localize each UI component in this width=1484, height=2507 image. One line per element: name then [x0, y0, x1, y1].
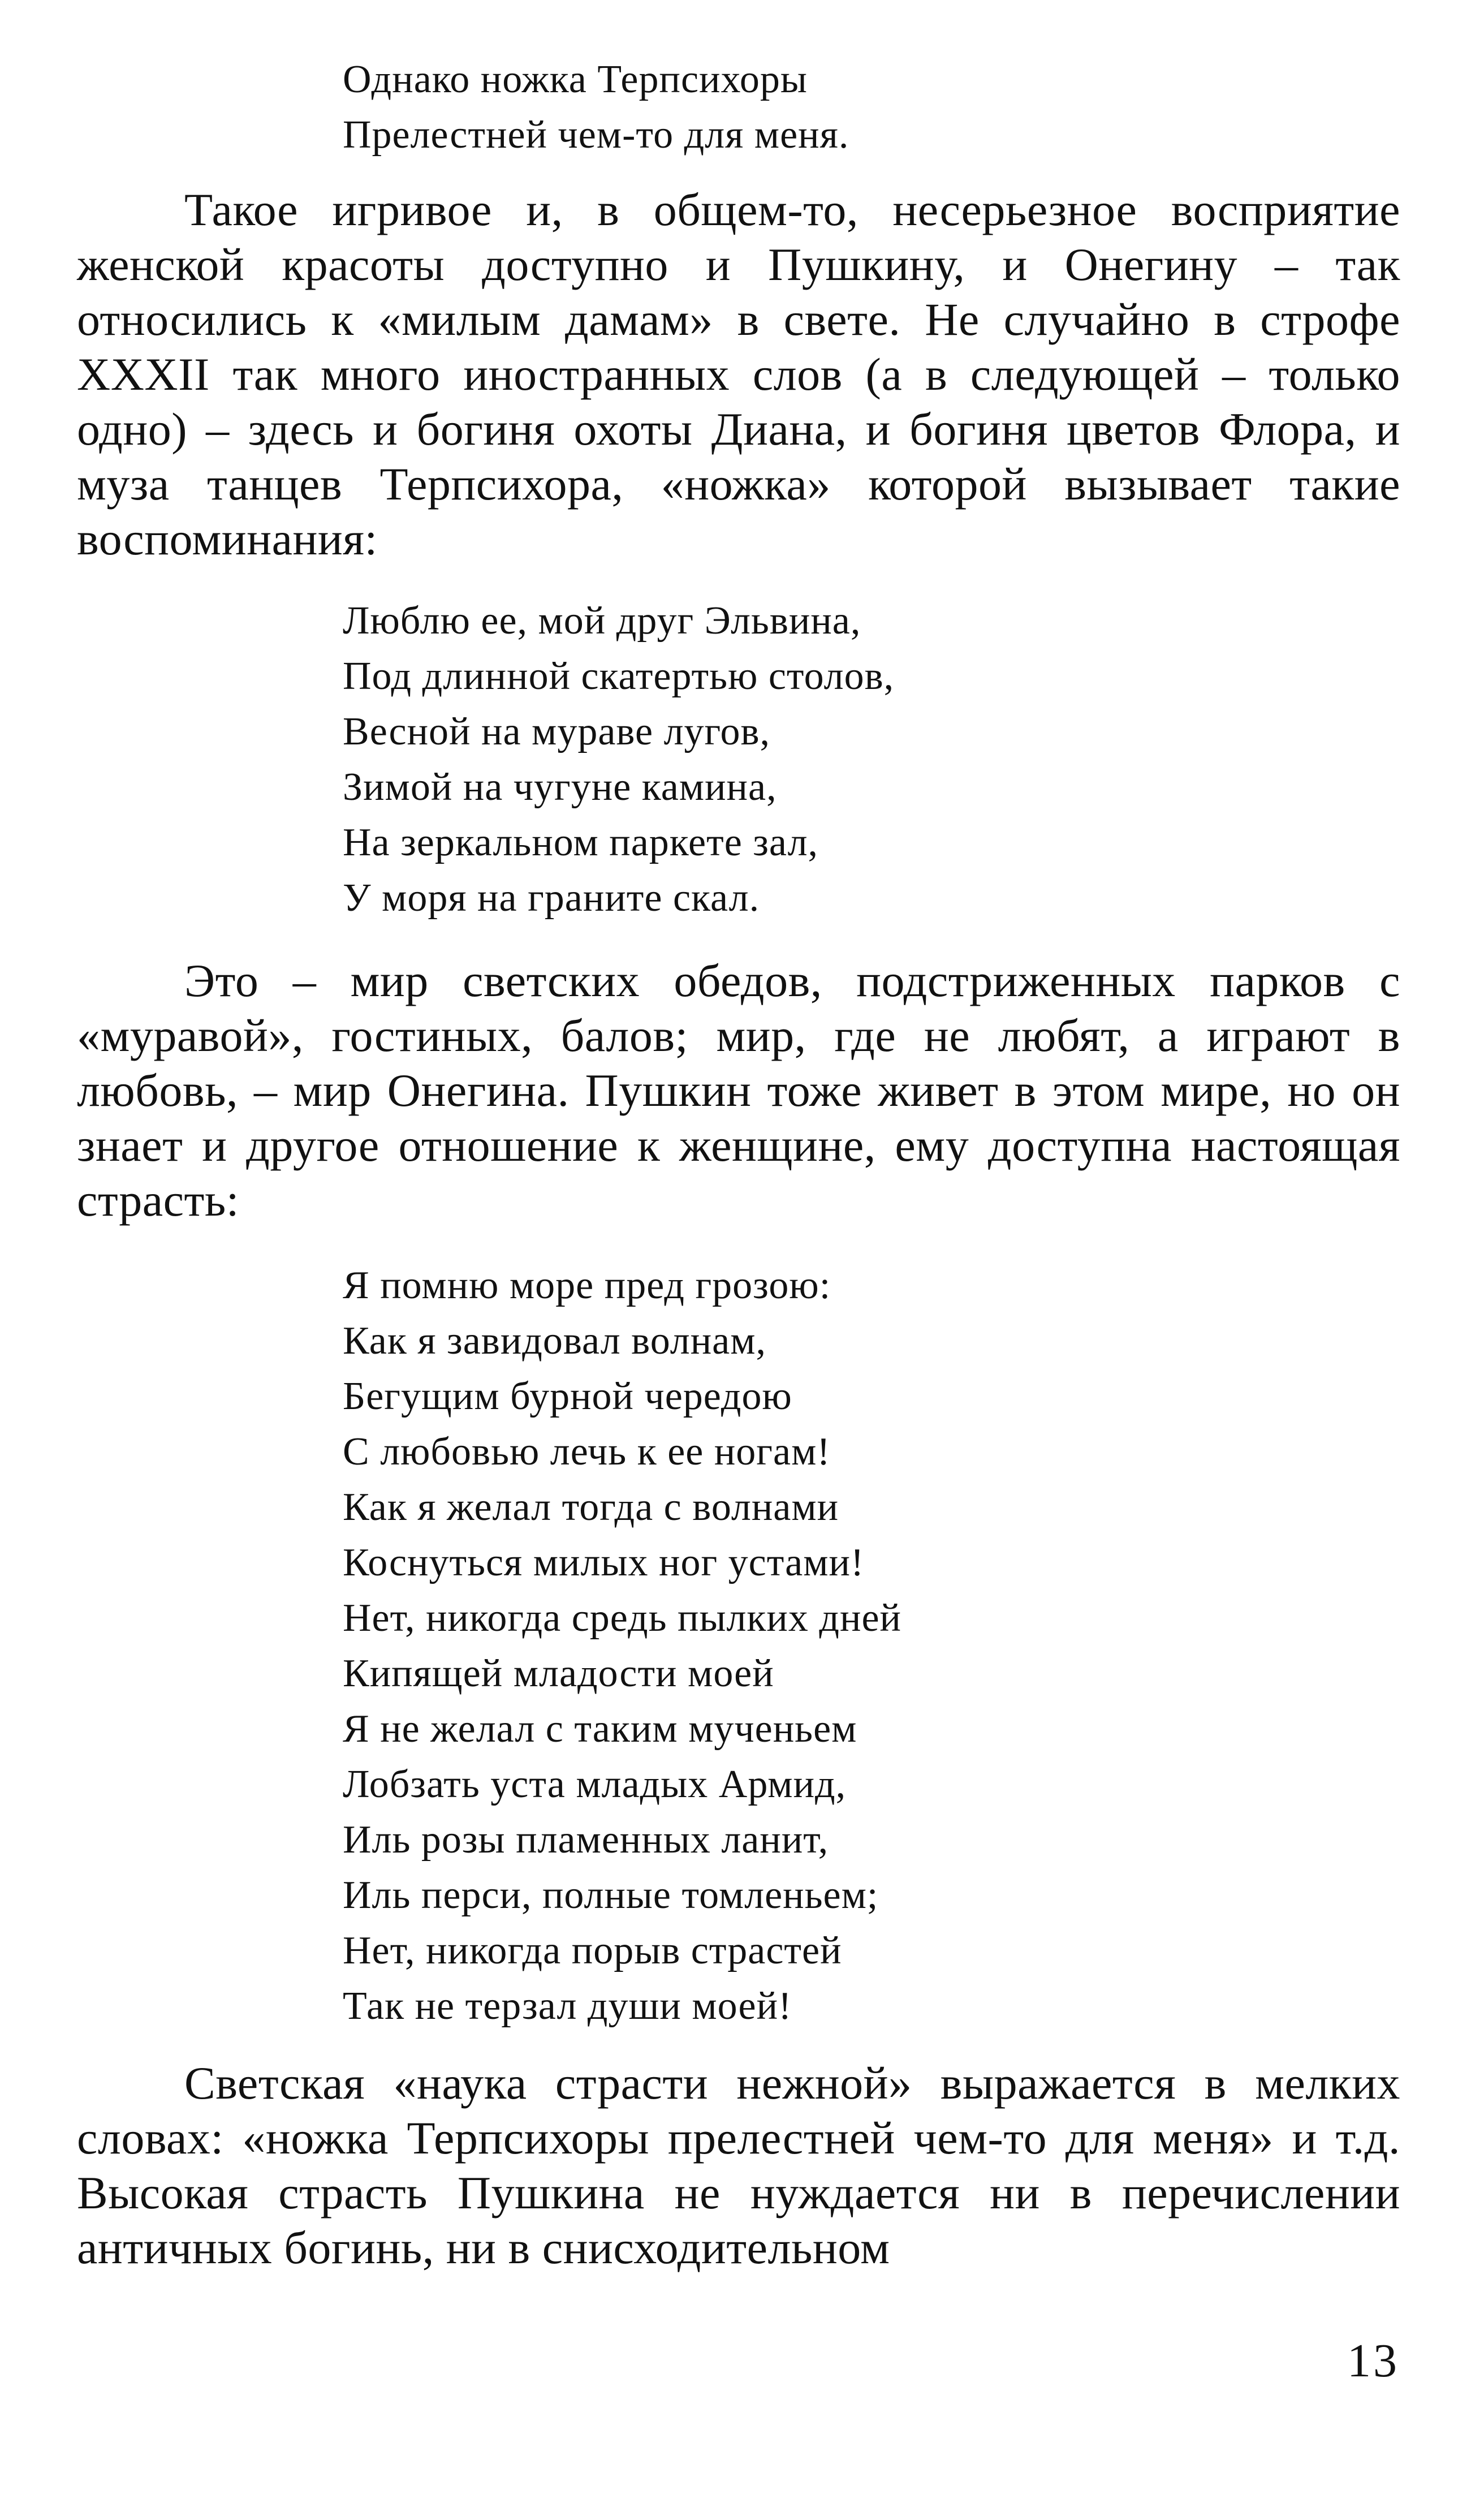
page-number: 13: [1347, 2334, 1399, 2387]
text-column: [77, 52, 1400, 2275]
verse-line: Под длинной скатертью столов,: [343, 654, 895, 698]
paragraph-onegin-world: Это – мир светских обедов, подстриженных парков с «муравой», гостиных, балов; мир, где не любят, а играют в любовь, – мир Онегина. Пушкин тоже живет в этом мире, но он знает и другое отношение к женщине, ему доступна настоящая страсть:: [77, 955, 1400, 1226]
verse-line: Я не желал с таким мученьем: [343, 1707, 857, 1751]
verse-line: Нет, никогда порыв страстей: [343, 1929, 842, 1972]
verse-quote-elvina: [343, 593, 1400, 926]
verse-line: Я помню море пред грозою:: [343, 1264, 831, 1307]
verse-line: Бегущим бурной чередою: [343, 1375, 792, 1418]
verse-line: Как я завидовал волнам,: [343, 1319, 767, 1363]
verse-line: Так не терзал души моей!: [343, 1984, 792, 2028]
paragraph-female-beauty: Такое игривое и, в общем-то, несерьезное восприятие женской красоты доступно и Пушкину, и Онегину – так относились к «милым дамам» в свете. Не случайно в строфе XXXII так много иностранных слов (а в следующей – только одно) – здесь и богиня охоты Диана, и богиня цветов Флора, и муза танцев Терпсихора, «ножка» которой вызывает такие воспоминания:: [77, 184, 1400, 565]
verse-line: Иль перси, полные томленьем;: [343, 1873, 879, 1917]
verse-line: Прелестней чем-то для меня.: [343, 113, 849, 157]
verse-quote-terpsichore: [343, 52, 1400, 163]
verse-line: На зеркальном паркете зал,: [343, 821, 819, 864]
verse-line: Иль розы пламенных ланит,: [343, 1818, 829, 1862]
verse-line: Однако ножка Терпсихоры: [343, 58, 808, 101]
verse-line: Кипящей младости моей: [343, 1652, 774, 1695]
verse-line: Коснуться милых ног устами!: [343, 1541, 865, 1584]
verse-line: Весной на мураве лугов,: [343, 710, 771, 753]
verse-line: Лобзать уста младых Армид,: [343, 1763, 847, 1806]
verse-quote-sea: [343, 1258, 1400, 2034]
verse-line: Нет, никогда средь пылких дней: [343, 1596, 901, 1640]
verse-line: Зимой на чугуне камина,: [343, 765, 777, 809]
verse-line: С любовью лечь к ее ногам!: [343, 1430, 831, 1474]
verse-line: Люблю ее, мой друг Эльвина,: [343, 599, 861, 643]
verse-line: У моря на граните скал.: [343, 876, 760, 920]
verse-line: Как я желал тогда с волнами: [343, 1485, 839, 1529]
paragraph-high-passion: Светская «наука страсти нежной» выражается в мелких словах: «ножка Терпсихоры прелестней чем-то для меня» и т.д. Высокая страсть Пушкина не нуждается ни в перечислении античных богинь, ни в снисходительном: [77, 2057, 1400, 2273]
